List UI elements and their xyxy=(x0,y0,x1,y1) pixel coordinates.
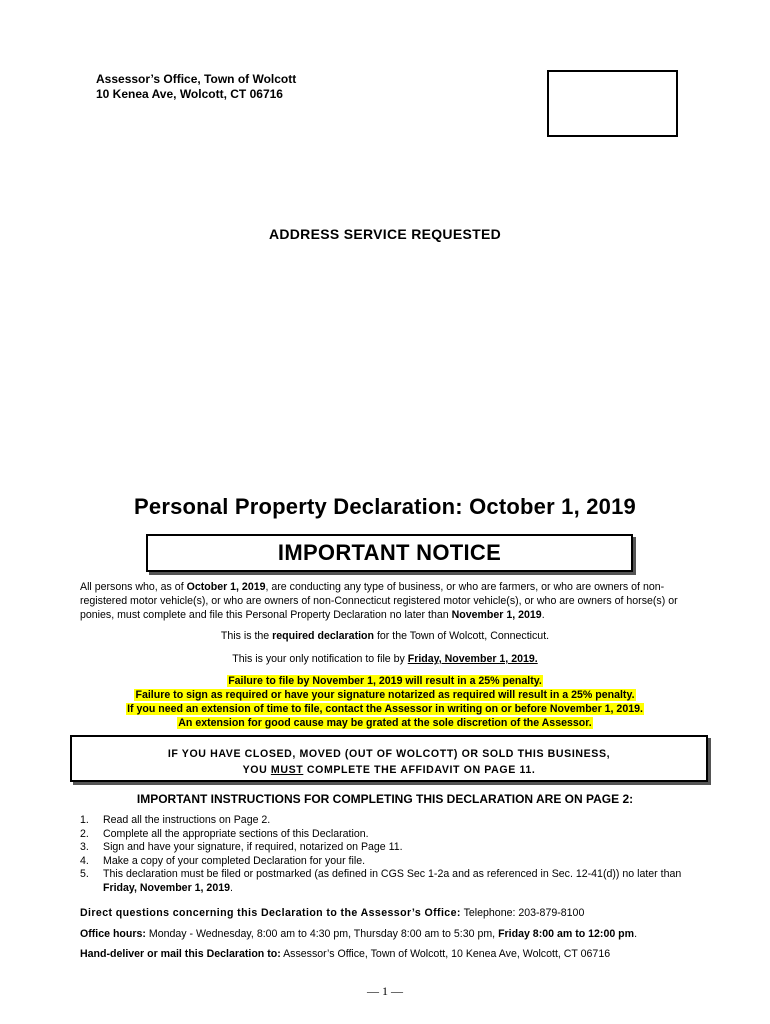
list-item xyxy=(80,841,706,855)
deliver-address: Assessor’s Office, Town of Wolcott, 10 Kenea Ave, Wolcott, CT 06716 xyxy=(280,948,611,960)
questions-phone: Telephone: 203-879-8100 xyxy=(460,907,585,919)
notice-heading: IMPORTANT NOTICE xyxy=(277,540,502,565)
penalty-notices xyxy=(0,674,770,730)
list-item xyxy=(80,828,706,842)
required-pre: This is the xyxy=(220,630,273,642)
step-text: Sign and have your signature, if required, notarized on Page 11. xyxy=(103,841,403,854)
required-declaration-line xyxy=(0,630,770,642)
questions-label: Direct questions concerning this Declaration to the Assessor’s Office: xyxy=(80,907,461,919)
postage-stamp-box xyxy=(547,70,678,137)
intro-date: October 1, 2019 xyxy=(186,581,266,593)
sender-street: 10 Kenea Ave, Wolcott, CT 06716 xyxy=(96,87,283,101)
page-title: Personal Property Declaration: October 1, 2019 xyxy=(134,494,636,519)
affidavit-line-2 xyxy=(72,762,706,778)
affidavit-pre: YOU xyxy=(242,764,271,776)
extension-request: If you need an extension of time to file, contact the Assessor in writing on or before November 1, 2019. xyxy=(127,703,643,715)
hours-end: . xyxy=(634,928,638,940)
list-item xyxy=(80,814,706,828)
step-number: 4. xyxy=(80,854,89,867)
instruction-steps xyxy=(80,814,706,896)
step-deadline: Friday, November 1, 2019 xyxy=(103,881,230,894)
required-bold: required declaration xyxy=(272,630,374,642)
only-notice-date: Friday, November 1, 2019. xyxy=(407,653,538,665)
intro-text-2: , are conducting any type of business, or who are farmers, or who are owners of non-registered motor vehicle(s), or who are owners of non-Connecticut registered motor vehicle(s), or who are owners of horse(s) or ponies, must complete and file this Personal Property Declaration no later than xyxy=(80,581,678,621)
questions-contact xyxy=(80,907,584,919)
hours-weekdays: Monday - Wednesday, 8:00 am to 4:30 pm, Thursday 8:00 am to 5:30 pm, xyxy=(145,928,499,940)
instructions-heading: IMPORTANT INSTRUCTIONS FOR COMPLETING THIS DECLARATION ARE ON PAGE 2: xyxy=(136,792,634,806)
affidavit-line-1: IF YOU HAVE CLOSED, MOVED (OUT OF WOLCOTT) OR SOLD THIS BUSINESS, xyxy=(167,748,611,760)
sender-address xyxy=(96,72,296,102)
hours-label: Office hours: xyxy=(80,928,146,940)
penalty-late-filing: Failure to file by November 1, 2019 will result in a 25% penalty. xyxy=(228,675,542,687)
step-text-main: This declaration must be filed or postmarked (as defined in CGS Sec 1-2a and as referenced in Sec. 12-41(d)) no later than xyxy=(103,868,682,881)
step-number: 1. xyxy=(80,814,89,826)
page-number: — 1 — xyxy=(367,984,403,998)
list-item xyxy=(80,868,706,895)
step-number: 2. xyxy=(80,827,89,840)
step-text: Make a copy of your completed Declaration for your file. xyxy=(103,854,366,867)
step-text: Read all the instructions on Page 2. xyxy=(103,814,271,826)
extension-discretion: An extension for good cause may be grated at the sole discretion of the Assessor. xyxy=(178,717,592,729)
intro-deadline: November 1, 2019 xyxy=(451,609,542,621)
step-number: 5. xyxy=(80,868,89,881)
deliver-label: Hand-deliver or mail this Declaration to: xyxy=(80,948,281,960)
list-item xyxy=(80,855,706,869)
intro-text-3: . xyxy=(541,609,545,621)
step-text-end: . xyxy=(230,881,233,894)
sender-office: Assessor’s Office, Town of Wolcott xyxy=(96,72,297,86)
required-post: for the Town of Wolcott, Connecticut. xyxy=(374,630,550,642)
penalty-signature: Failure to sign as required or have your signature notarized as required will result in a 25% penalty. xyxy=(135,689,635,701)
address-service-requested: ADDRESS SERVICE REQUESTED xyxy=(268,226,502,242)
affidavit-post: COMPLETE THE AFFIDAVIT ON PAGE 11. xyxy=(303,764,536,776)
only-notice-pre: This is your only notification to file by xyxy=(232,653,408,665)
intro-paragraph xyxy=(80,580,704,622)
intro-text-1: All persons who, as of xyxy=(80,581,187,593)
delivery-address xyxy=(80,948,610,960)
step-text xyxy=(103,868,706,895)
important-notice-box xyxy=(146,534,633,572)
office-hours xyxy=(80,928,637,940)
step-text: Complete all the appropriate sections of this Declaration. xyxy=(103,827,369,840)
step-number: 3. xyxy=(80,841,89,854)
hours-friday: Friday 8:00 am to 12:00 pm xyxy=(498,928,635,940)
affidavit-must: MUST xyxy=(270,764,304,776)
only-notification-line xyxy=(0,653,770,665)
affidavit-notice-box xyxy=(70,735,708,782)
